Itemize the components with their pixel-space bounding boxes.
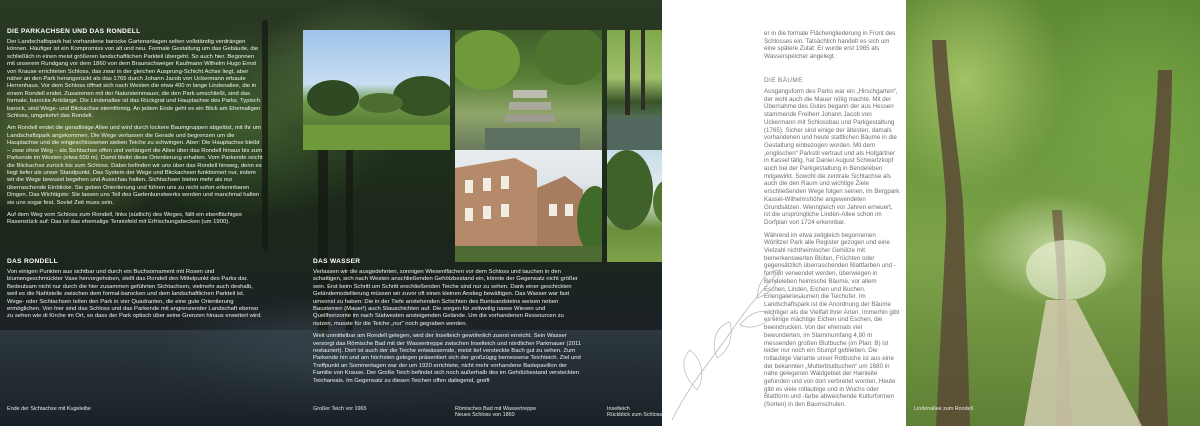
heading-baeume: DIE BÄUME	[764, 77, 803, 84]
text-parkachsen	[7, 39, 263, 232]
photo-neues-schloss	[455, 150, 602, 262]
photo-lindenallee-klein	[607, 150, 662, 262]
caption-lindenallee: Lindenallee zum Rondell	[914, 406, 974, 412]
paragraph: Von einigen Punkten aus sichtbar und durch ein Buchsornament mit Rosen und blumengeschmückter Vase hervorgehoben, stellt das Rondell den Mittelpunkt des Parks dar. Bedeutsam nicht nur durch die hier zusammen geführten Sichtachsen, vielmehr auch deshalb, weil es die Nahtstelle zwischen dem formal-barocken und dem landschaftlichen Parkteil ist. Wege- oder Sichtachsen teilen den Park in vier Quadranten, die eine gute Orientierung ermöglichen. Von hier sind das Schloss und das Parkende mit angrenzender Landschaft ebenso zu sehen wie di Kirche im Ort, so dass der Park optisch über seine Grenzen hinaus erweitert wird.	[7, 269, 263, 320]
text-wasser	[313, 269, 583, 390]
heading-parkachsen: DIE PARKACHSEN UND DAS RONDELL	[7, 28, 141, 35]
text-rondell	[7, 269, 263, 326]
text-continued	[764, 30, 900, 66]
paragraph: Der Landschaftspark hat vorhandene barocke Gartenanlagen selten vollständig verdrängen können. Häufiger ist ein Kompromiss von alt und neu. Formale Gestaltung um das Gebäude, die schließlich in einen meist größeren landschaftlichen Parkteil übergeht. So auch hier. Begonnen mit unserem Rundgang vor dem 1860 von dem Braunschweiger Kaufmann Wilhelm Hugo Ernst von Krause errichteten Schloss, das zwar in der gleichen Ausprung-Schicht Achse liegt, aber näher an den Park herangerückt als das 1765 durch Johann Jacob von Uckermann erbaute Herrenhaus. Vor dem Schloss öffnet sich nach Westen die etwa 400 m lange Lindenallee, die in einem Rondell endet. Zusammen mit der Natursteinmauer, die den Park umschließt, sind das formale, barocke Anklänge. Die Lindenallee ist das Rückgrat und Hauptachse des Parks. Typisch barock, sind Wege- und Blickachse sternförmig. An jedem Ende geht es ein Blick am Ehemaligen Schloss, umgekehrt das Rondell.	[7, 39, 261, 120]
caption-sichtachse: Ende der Sichtachse mit Kugeleibe	[7, 406, 91, 412]
photo-inselteich	[607, 30, 662, 150]
heading-wasser: DAS WASSER	[313, 258, 361, 265]
paragraph: er in die formale Flächengliederung in Front des Schlosses ein. Tatsächlich handelt es sich um eine spätere Zutat: Er wurde erst 1965 als Wasserspeicher angelegt.	[764, 30, 896, 61]
paragraph: Auf dem Weg vom Schloss zum Rondell, links (südlich) des Weges, fällt ein ebenflächiges Rasenstück auf: Das ist das ehemalige Tennisfeld mit Erfrischungsbecken (um 1900).	[7, 211, 242, 226]
photo-lindenallee	[906, 0, 1200, 426]
paragraph: Ausgangsform des Parks war ein „Hirschgarten“, der wohl auch die Mauer nötig machte. Mit der Übernahme des Gutes begann der aus Hessen stammende Freiherr Johann Jacob von Uckermann mit Schlossbau und Parkgestaltung (1765). Sicher sind einige der ältesten, damals vorhandenen und heute stattlichen Bäume in die Gestaltung einbezogen worden. Mit dem „englischen“ Parkstil vertraut und als Hofgärtner in Kassel tätig, hat Daniel August Schwartzkopf auch bei der Parkgestaltung in Bendeleben mitgewirkt. Sowohl die zentrale Sichtachse als auch die den Raum und wichtige Ziele erschließenden Wege folgen seinen, im Bergpark Kassel-Wilhelmshöhe angewendeten Grundsätzen. Wenngleich vor Jahren erneuert, ist die ursprüngliche Linden-Allee schon im Dorfplan von 1724 erkennbar.	[764, 88, 900, 226]
paragraph: Verlassen wir die ausgedehnten, sonnigen Wiesenflächen vor dem Schloss und tauchen in den schattigen, sich nach Westen anschließenden Gehölzbestand ein, könnte der Gegensatz nicht größer sein. Erst beim Schritt um Schritt erschließenden Teiche sind nur zu sehen. Dank einer geschickten Geländemodellierung müssen wir zuvor oft einen kleinen Anstieg bewältigen. Das Wasser war fast umsonst zu haben: Die in der Tiefe anstehenden Schichten des Buntsandsteins weisen neben Bausteinen (Mauer!) auch Stauschichten auf. Die sorgen für zeitweilig nasse Wiesen und Quellhorizonte im nach Südwesten ansteigenden Gelände. Um die vorhandenen Ressourcen zu nutzen, musste für die Teiche „nur“ noch gegraben werden.	[313, 269, 578, 327]
paragraph: Weit unmittelbar am Rondell gelegen, wird der Inselteich gewöhnlich zuerst erreicht. Sein Wasser versorgt das Römische Bad mit der Wassertreppe zwischen Inselteich und nördlicher Parkmauer (2011 restauriert). Dort ist auch der die Teiche entwässernde, meist tief versteckte Bach gut zu sehen. Zum Parkende hin und am höchsten gelegen präsentiert sich der großzügig bemessene Teichteich. Ziel und Treffpunkt an Sommertagen war der um 1920 errichtete, nicht mehr vorhandene Badepavillon der Familie von Krause. Der Große Teich befindet sich noch außerhalb des im Gehölzbestand versteckten Teichareals. Im Gegensatz zu diesen Teichen offen daliegend, greift	[313, 333, 582, 384]
caption-grosser-teich: Großer Teich vor 1965	[313, 406, 367, 412]
white-text-column	[662, 0, 906, 426]
heading-rondell: DAS RONDELL	[7, 258, 58, 265]
photo-wassertreppe	[455, 30, 602, 150]
photo-wiese	[303, 30, 450, 150]
caption-roemisches-bad: Römisches Bad mit Wassertreppe Neues Schloss von 1860	[455, 406, 537, 419]
paragraph: Während im etwa zeitgleich begonnenen Wörlitzer Park alle Register gezogen und eine Vielzahl nichtheimischer Gehölze mit bemerkenswerten Blüten, Früchten oder gegensätzlich überraschenden Blattfarben und -formen verwendet werden, überwiegen in Bendeleben heimische Bäume, vor allem Eschen, Linden, Eichen und Buchen. Erlengaleriesäumen die Teichufer. Im Landschaftspark ist die Anordnung der Bäume wichtiger als die Vielfalt ihrer Arten. Immerhin gibt es einige mächtige Eichen und Eschen, die beeindrucken. Von der ehemals viel bewunderten, im Stammumfang 4,80 m messenden großen Blutbuche (im Plan: B) ist leider nur noch ein Stumpf geblieben. Die rotlaubige Variante unser Rotbuche ist aus eine der bekannten „Mutterblutbuchen“ um 1680 in nahe gelegenen Waldgebiet der Hainleite gefunden und von dort verbreitet worden. Heute gibt es viele rotlaubige und in Wuchs oder Blattform und -farbe abweichende Kulturformen (Sorten) in den Baumschulen.	[764, 231, 900, 409]
caption-inselteich: Inselteich Rückblick zum Schloss	[607, 406, 662, 419]
paragraph: Am Rondell endet die geradlinige Allee und wird durch lockere Baumgruppen abgelöst, mit ihr um Landschaftspark angekommen. Die Wege verlassen die Gerade und begrenzen um die Hauptachse und die eingeschlossenen sieben Teiche zu schwingen. Aber: Die Hauptachse bleibt – zwar ohne Weg – als Sichtachse offen und verlängert die Allee über das Rondell hinaus bis zum Parkende im Westen (etwa 600 m). Damit bleibt diese Orientierung erhalten. Vom Parkende reicht die Blickachse zurück bis zum Schloss. Dabei befinden wir uns über das Rondell hinweg, denn es liegt tiefer als unser Standpunkt. Das System der Wege und Blickachsen funktioniert nur, indem wir die Wege bewusst begehen und Ausschau halten. Sichtachsen bieten mehr als nur überraschende Einblicke. Sie geben Orientierung und führen uns zu nicht sofort erkennbaren Dingen. Das Wichtigste: Sie lassen uns Teil des Gartenkunstwerks werden und manchmal halten sie uns sogar fest. Soviel Zeit muss sein.	[7, 125, 263, 206]
leaf-drawing	[662, 250, 792, 426]
